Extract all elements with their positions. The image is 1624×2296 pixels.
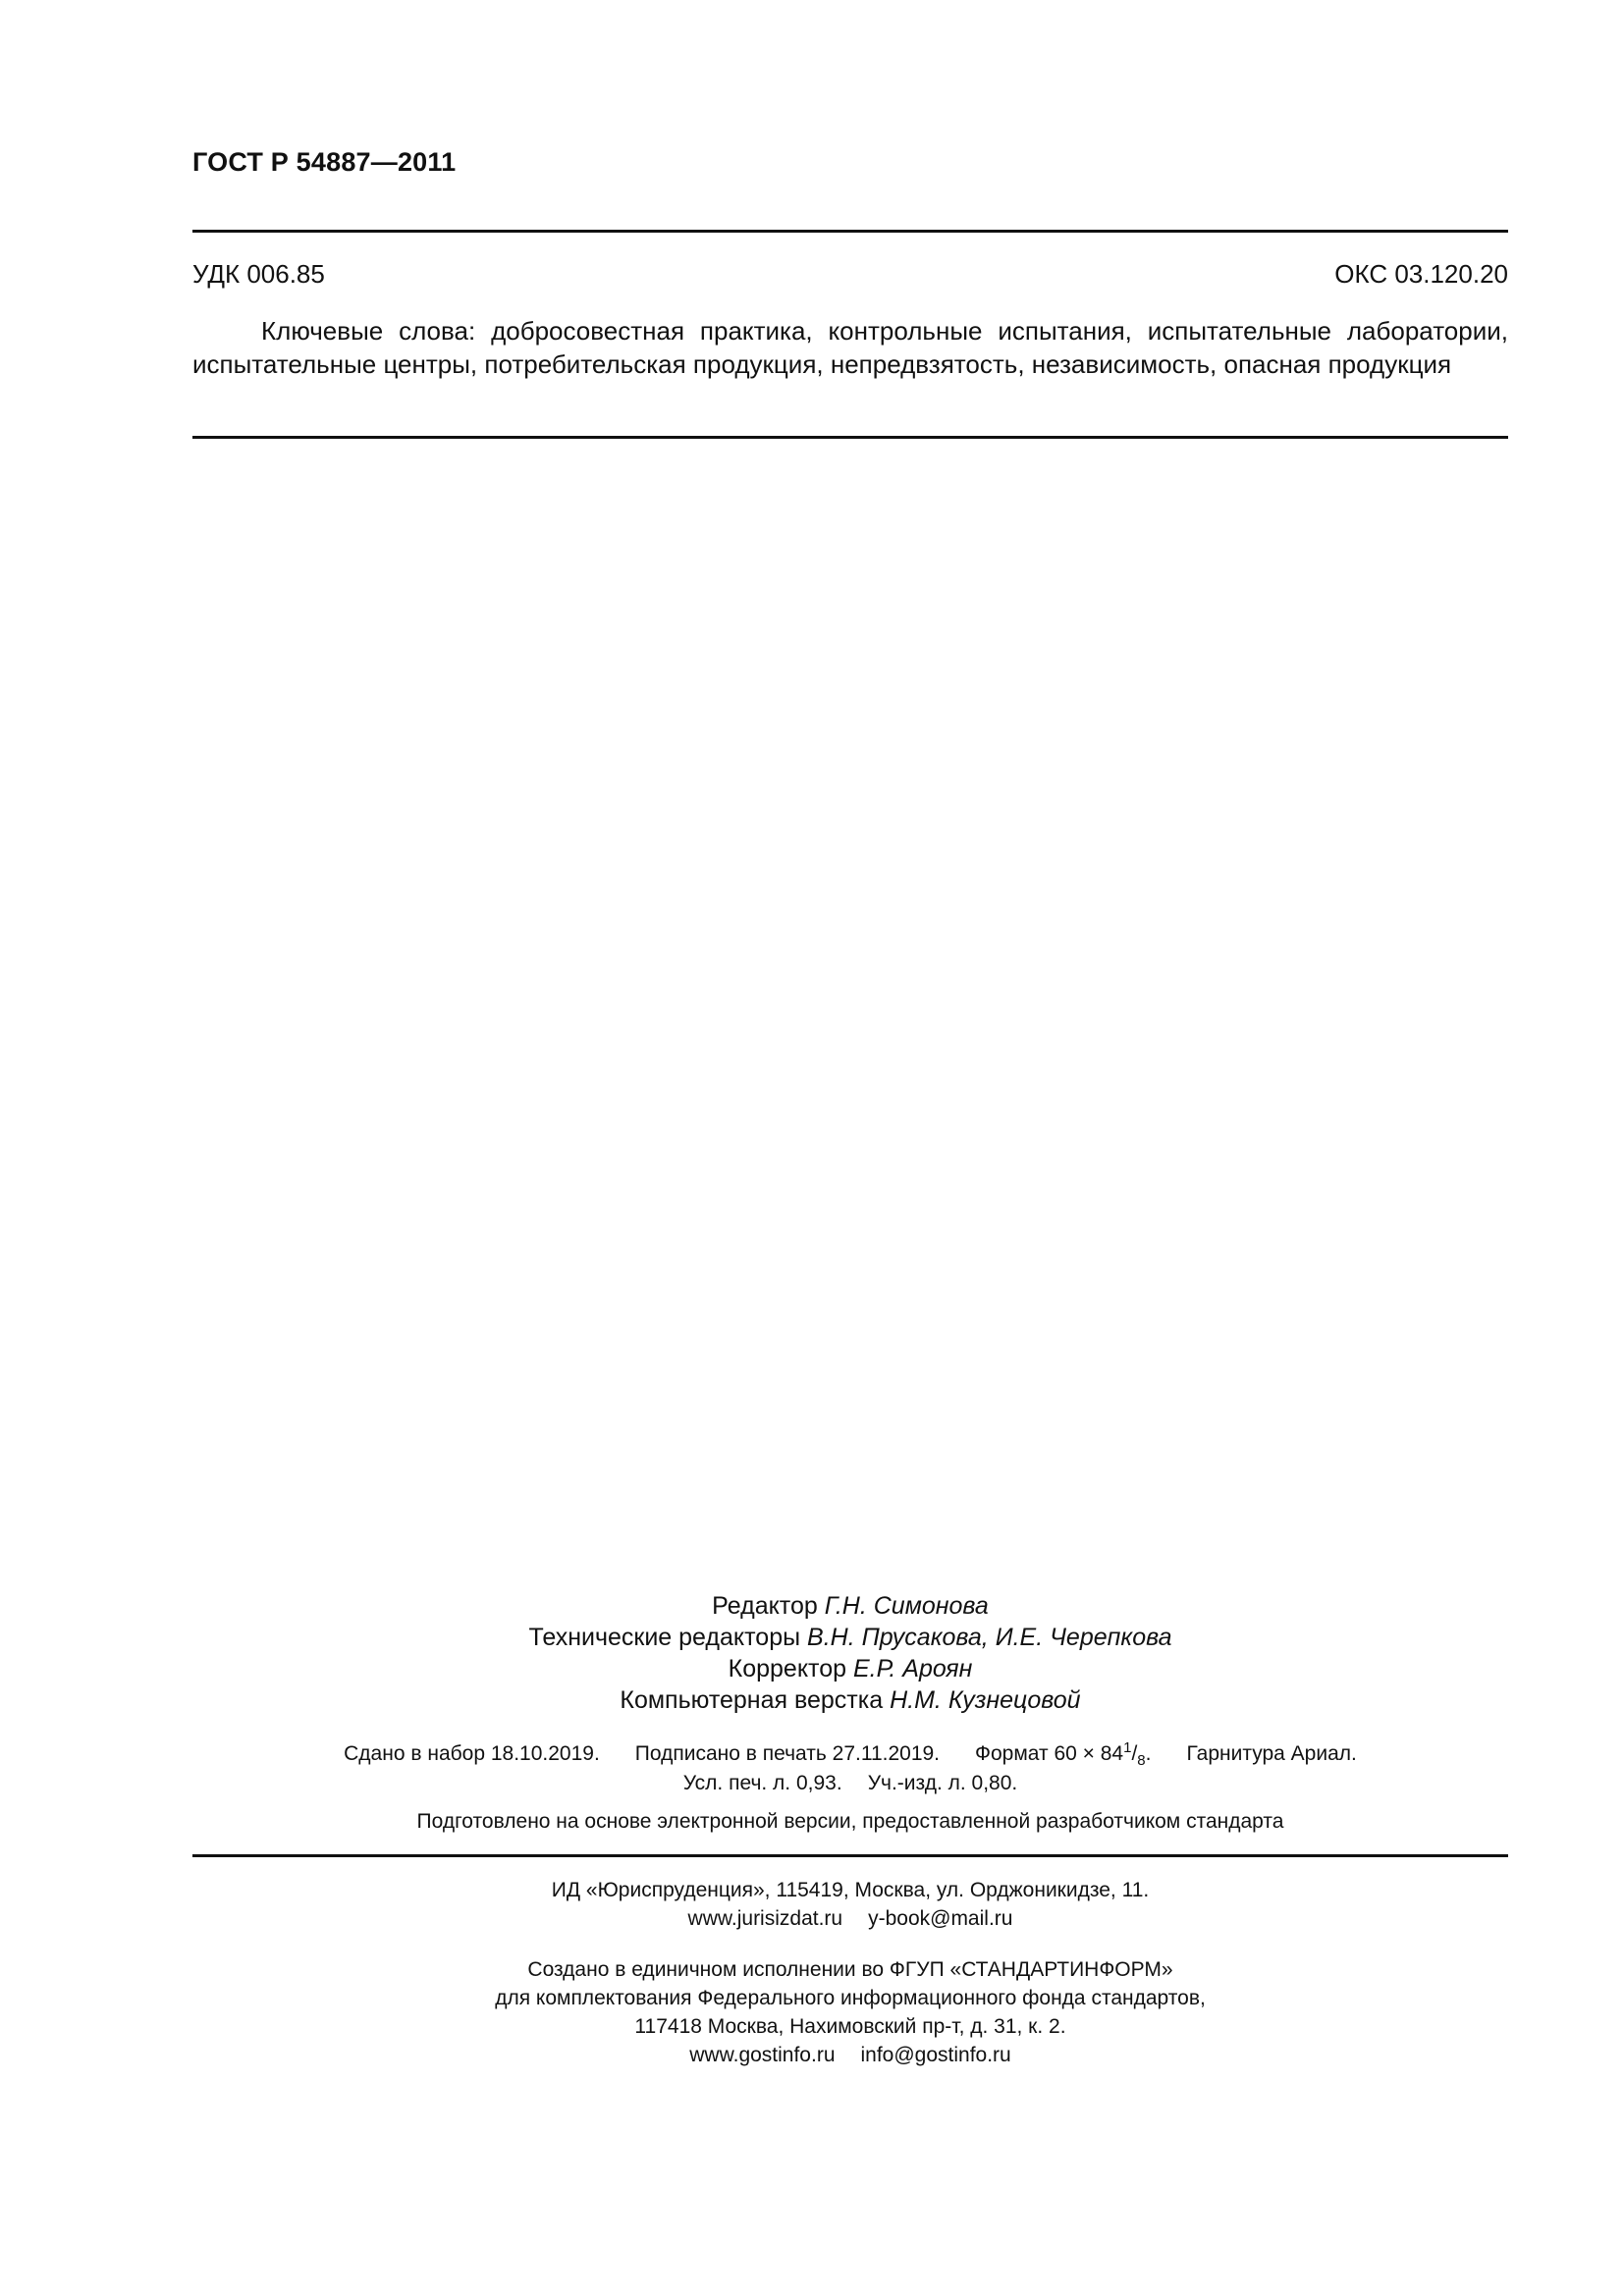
submitted-date: Сдано в набор 18.10.2019. xyxy=(344,1742,600,1765)
imprint-line-2 xyxy=(192,1769,1508,1798)
publisher-contacts xyxy=(192,1904,1508,1933)
publisher-sheets: Уч.-изд. л. 0,80. xyxy=(867,1772,1018,1794)
editor-line xyxy=(192,1590,1508,1622)
imprint-line-1 xyxy=(192,1739,1508,1769)
standartinform-line-2: для комплектования Федерального информационного фонда стандартов, xyxy=(495,1987,1206,2009)
layout-name: Н.М. Кузнецовой xyxy=(890,1686,1081,1714)
oks-code: ОКС 03.120.20 xyxy=(1334,259,1508,289)
editor-name: Г.Н. Симонова xyxy=(824,1592,989,1620)
keywords-divider xyxy=(192,436,1508,439)
standartinform-line-3: 117418 Москва, Нахимовский пр-т, д. 31, к. 2. xyxy=(634,2015,1066,2038)
typeface: Гарнитура Ариал. xyxy=(1186,1742,1357,1765)
tech-editors-line xyxy=(192,1622,1508,1653)
top-divider xyxy=(192,230,1508,233)
standartinform-line-1: Создано в единичном исполнении во ФГУП «СТАНДАРТИНФОРМ» xyxy=(527,1958,1173,1981)
publisher-address: ИД «Юриспруденция», 115419, Москва, ул. Орджоникидзе, 11. xyxy=(551,1879,1150,1901)
corrector-name: Е.Р. Ароян xyxy=(852,1655,973,1682)
keywords-paragraph: Ключевые слова: добросовестная практика, контрольные испытания, испытательные лаборатории, испытательные центры, потребительская продукция, непредвзятость, независимость, опасная продукция xyxy=(192,316,1508,379)
publisher-email-link[interactable]: y-book@mail.ru xyxy=(868,1907,1013,1930)
tech-editors-names: В.Н. Прусакова, И.Е. Черепкова xyxy=(807,1624,1172,1651)
standartinform-contacts xyxy=(192,2041,1508,2069)
gostinfo-website-link[interactable]: www.gostinfo.ru xyxy=(689,2044,836,2066)
editor-label: Редактор xyxy=(712,1592,818,1620)
signed-date: Подписано в печать 27.11.2019. xyxy=(634,1742,941,1765)
publisher-website-link[interactable]: www.jurisizdat.ru xyxy=(687,1907,843,1930)
corrector-label: Корректор xyxy=(728,1655,847,1682)
imprint-divider xyxy=(192,1854,1508,1857)
udk-code: УДК 006.85 xyxy=(192,259,325,289)
layout-line xyxy=(192,1684,1508,1716)
tech-editors-label: Технические редакторы xyxy=(528,1624,801,1651)
imprint-block xyxy=(192,1739,1508,1798)
corrector-line xyxy=(192,1653,1508,1684)
credits-block xyxy=(192,1590,1508,1716)
publisher-block xyxy=(192,1876,1508,1933)
print-sheets: Усл. печ. л. 0,93. xyxy=(682,1772,842,1794)
paper-format: Формат $60 \times 84^1/_8$. xyxy=(975,1739,1152,1770)
document-designation: ГОСТ Р 54887—2011 xyxy=(192,147,457,177)
standartinform-block xyxy=(192,1955,1508,2069)
gostinfo-email-link[interactable]: info@gostinfo.ru xyxy=(860,2044,1011,2066)
prepared-note: Подготовлено на основе электронной версии, предоставленной разработчиком стандарта xyxy=(416,1810,1284,1833)
layout-label: Компьютерная верстка xyxy=(620,1686,884,1714)
